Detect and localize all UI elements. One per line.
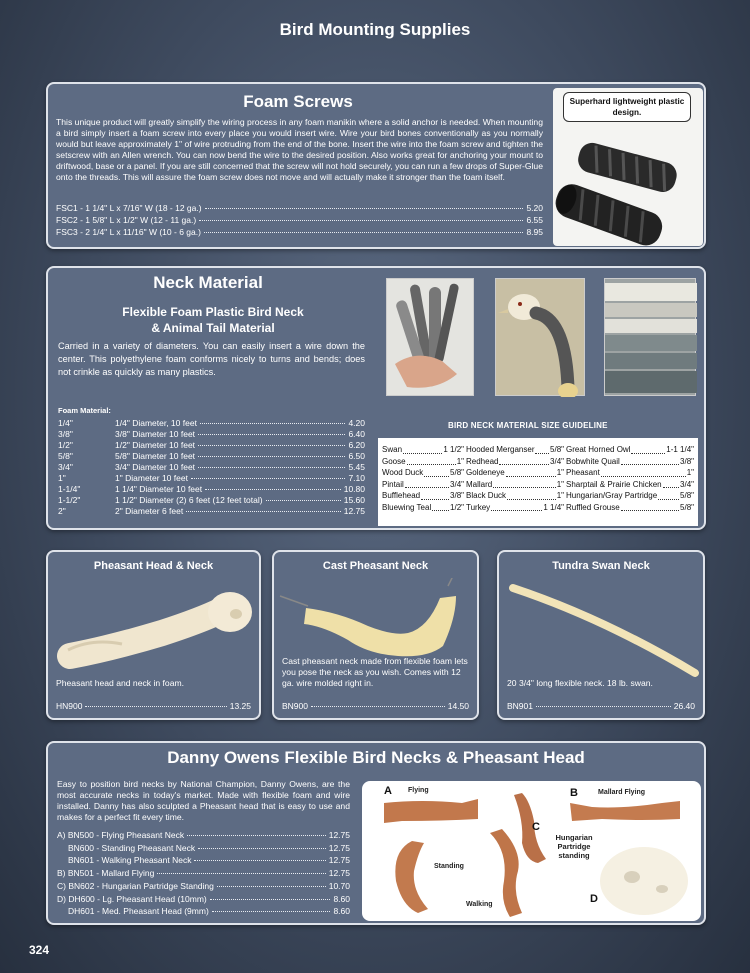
danny-owens-panel [46, 741, 706, 925]
item-price: 10.80 [343, 484, 365, 494]
item-price: 4.20 [348, 418, 365, 428]
guide-row: Redhead 3/4" [466, 456, 564, 468]
item-price: 5.45 [348, 462, 365, 472]
foam-sheets-image [605, 279, 697, 397]
guide-row: Turkey 1 1/4" [466, 502, 564, 514]
size-value: 1-1/4" [58, 484, 81, 494]
guide-row: Bufflehead 3/8" [382, 490, 464, 502]
pheasant-head-image [52, 578, 259, 678]
pheasant-head-description: Pheasant head and neck in foam. [56, 678, 185, 688]
item-label: 5/8" Diameter 10 feet [115, 451, 196, 461]
photo-label-b: B [570, 787, 578, 799]
price-row: FSC3 - 2 1/4" L x 11/16" W (10 - 6 ga.) 8.95 [56, 227, 543, 237]
item-label: 3/4" Diameter 10 feet [115, 462, 196, 472]
item-price: 6.20 [348, 440, 365, 450]
price-row: BN900 14.50 [282, 701, 469, 711]
danny-owens-photo [362, 781, 701, 921]
size-guideline-title: BIRD NECK MATERIAL SIZE GUIDELINE [448, 421, 608, 430]
foam-material-row [58, 451, 365, 462]
guide-row: Bluewing Teal 1/2" [382, 502, 464, 514]
price-row: FSC2 - 1 5/8" L x 1/2" W (12 - 11 ga.) 6.55 [56, 215, 543, 225]
swan-neck-title: Tundra Swan Neck [552, 560, 650, 572]
price-row: FSC1 - 1 1/4" L x 7/16" W (18 - 12 ga.) 5.20 [56, 203, 543, 213]
foam-material-row [58, 429, 365, 440]
photo-label-d: D [590, 893, 598, 905]
guide-row: Black Duck 1" [466, 490, 564, 502]
size-value: 3/8" [58, 429, 73, 439]
size-value: 1" [58, 473, 66, 483]
page-title: Bird Mounting Supplies [279, 20, 471, 39]
subtitle-line: Flexible Foam Plastic Bird Neck [122, 305, 304, 319]
neck-material-panel [46, 266, 706, 530]
guide-row: Wood Duck 5/8" [382, 467, 464, 479]
pheasant-head-panel [46, 550, 261, 720]
guide-row: Pintail 3/4" [382, 479, 464, 491]
guide-row: Swan 1 1/2" [382, 444, 464, 456]
pheasant-head-price [56, 700, 251, 712]
neck-material-title: Neck Material [153, 273, 263, 292]
danny-price-row: BN601 - Walking Pheasant Neck 12.75 [68, 855, 350, 866]
foam-material-row [58, 473, 365, 484]
danny-price-row: BN600 - Standing Pheasant Neck 12.75 [68, 842, 350, 853]
bird-neck-image [496, 279, 586, 397]
foam-screws-photo-caption: Superhard lightweight plastic design. [563, 92, 691, 122]
swan-neck-description: 20 3/4" long flexible neck. 18 lb. swan. [507, 678, 653, 688]
danny-price-row: B) BN501 - Mallard Flying 12.75 [57, 868, 350, 879]
size-guideline-table [378, 438, 698, 526]
size-value: 3/4" [58, 462, 73, 472]
neck-material-subtitle [68, 304, 358, 336]
size-value: 2" [58, 506, 66, 516]
item-price: 15.60 [343, 495, 365, 505]
guide-column [466, 444, 564, 513]
guide-row: Great Horned Owl 1-1 1/4" [566, 444, 694, 456]
size-value: 1/4" [58, 418, 73, 428]
danny-owens-title: Danny Owens Flexible Bird Necks & Pheasant Head [167, 748, 585, 767]
guide-row: Pheasant 1" [566, 467, 694, 479]
foam-material-row [58, 484, 365, 495]
foam-material-row [58, 495, 365, 506]
foam-material-row [58, 462, 365, 473]
size-value: 1-1/2" [58, 495, 81, 505]
photo-label-walking: Walking [466, 901, 493, 908]
size-value: 1/2" [58, 440, 73, 450]
guide-row: Ruffled Grouse 5/8" [566, 502, 694, 514]
item-label: 1/4" Diameter, 10 feet [115, 418, 197, 428]
cast-neck-title: Cast Pheasant Neck [322, 560, 429, 572]
guide-column [566, 444, 694, 513]
guide-row: Bobwhite Quail 3/8" [566, 456, 694, 468]
item-label: 3/8" Diameter 10 feet [115, 429, 196, 439]
guide-row: Goose 1" [382, 456, 464, 468]
foam-screws-price-list [56, 202, 543, 238]
guide-row: Sharptail & Prairie Chicken 3/4" [566, 479, 694, 491]
cast-pheasant-neck-panel [272, 550, 479, 720]
guide-row: Hungarian/Gray Partridge 5/8" [566, 490, 694, 502]
cast-neck-price [282, 700, 469, 712]
item-price: 7.10 [348, 473, 365, 483]
bird-neck-photo [495, 278, 585, 396]
item-label: 1/2" Diameter 10 feet [115, 440, 196, 450]
foam-material-row [58, 506, 365, 517]
foam-screws-panel [46, 82, 706, 249]
price-row: HN900 13.25 [56, 701, 251, 711]
bird-necks-image [362, 781, 701, 921]
swan-neck-price [507, 700, 695, 712]
danny-price-row: C) BN602 - Hungarian Partridge Standing 10.70 [57, 880, 350, 891]
item-label: 1 1/4" Diameter 10 feet [115, 484, 203, 494]
foam-screw-image [553, 88, 703, 246]
neck-material-description: Carried in a variety of diameters. You can easily insert a wire down the center. This polyethylene foam conforms nicely to turns and bends; does not crinkle as quickly as many plastics. [58, 341, 365, 377]
item-price: 12.75 [343, 506, 365, 516]
page-number: 324 [29, 943, 50, 957]
photo-label-c: C [532, 821, 540, 833]
foam-material-row [58, 440, 365, 451]
cast-neck-description: Cast pheasant neck made from flexible foam lets you pose the neck as you wish. Comes with 12 ga. wire molded right in. [282, 656, 468, 688]
danny-owens-description: Easy to position bird necks by National Champion, Danny Owens, are the most accurate necks in today's market. Made with flexible foam and wire installed. Danny has also sculpted a Pheasant head that is easy to use and makes for a perfect fit every time. [57, 779, 350, 822]
photo-label-flying: Flying [408, 787, 429, 794]
foam-rods-photo [386, 278, 474, 396]
tundra-swan-neck-panel [497, 550, 705, 720]
swan-neck-image [503, 578, 703, 678]
item-label: 1 1/2" Diameter (2) 6 feet (12 feet total) [115, 495, 263, 505]
danny-owens-price-list [57, 829, 350, 918]
foam-material-list [58, 418, 365, 517]
item-label: 1" Diameter 10 feet [115, 473, 188, 483]
price-row: BN901 26.40 [507, 701, 695, 711]
photo-label-hungarian: Hungarian Partridge standing [555, 833, 593, 860]
photo-label-a: A [384, 785, 392, 797]
foam-screws-photo [553, 88, 703, 246]
foam-sheets-photo [604, 278, 696, 396]
guide-row: Goldeneye 1" [466, 467, 564, 479]
foam-screws-description: This unique product will greatly simplify the wiring process in any foam manikin where a solid anchor is needed. When mounting a bird simply insert a foam screw into every place you would insert wire. Wire your bird bones conventionally as you normally would but leave approximately 1" of wire protruding from the end of the bone. Insert the wire into the foam screw and tighten the setscrew with an Allen wrench. You can now bend the wire to the desired position. Also works great for anchoring your mount to driftwood, base or a panel. If you are still concerned that the screw will not hold securely, you can run a few drops of Super-Glue onto the threads. This will assure the foam screw does not move and will actually make it stronger than the foam itself. [56, 117, 543, 182]
foam-screws-title: Foam Screws [243, 92, 353, 111]
size-value: 5/8" [58, 451, 73, 461]
danny-price-row: DH601 - Med. Pheasant Head (9mm) 8.60 [68, 906, 350, 917]
item-price: 6.50 [348, 451, 365, 461]
foam-material-label: Foam Material: [58, 406, 111, 415]
photo-label-standing: Standing [434, 863, 464, 870]
guide-column [382, 444, 464, 513]
danny-price-row: D) DH600 - Lg. Pheasant Head (10mm) 8.60 [57, 893, 350, 904]
danny-price-row: A) BN500 - Flying Pheasant Neck 12.75 [57, 830, 350, 840]
subtitle-line: & Animal Tail Material [151, 321, 275, 335]
guide-row: Mallard 1" [466, 479, 564, 491]
item-label: 2" Diameter 6 feet [115, 506, 184, 516]
item-price: 6.40 [348, 429, 365, 439]
photo-label-mallard: Mallard Flying [598, 789, 646, 796]
pheasant-head-title: Pheasant Head & Neck [93, 560, 214, 572]
guide-row: Hooded Merganser 5/8" [466, 444, 564, 456]
foam-material-row [58, 418, 365, 429]
foam-rods-image [387, 279, 475, 397]
